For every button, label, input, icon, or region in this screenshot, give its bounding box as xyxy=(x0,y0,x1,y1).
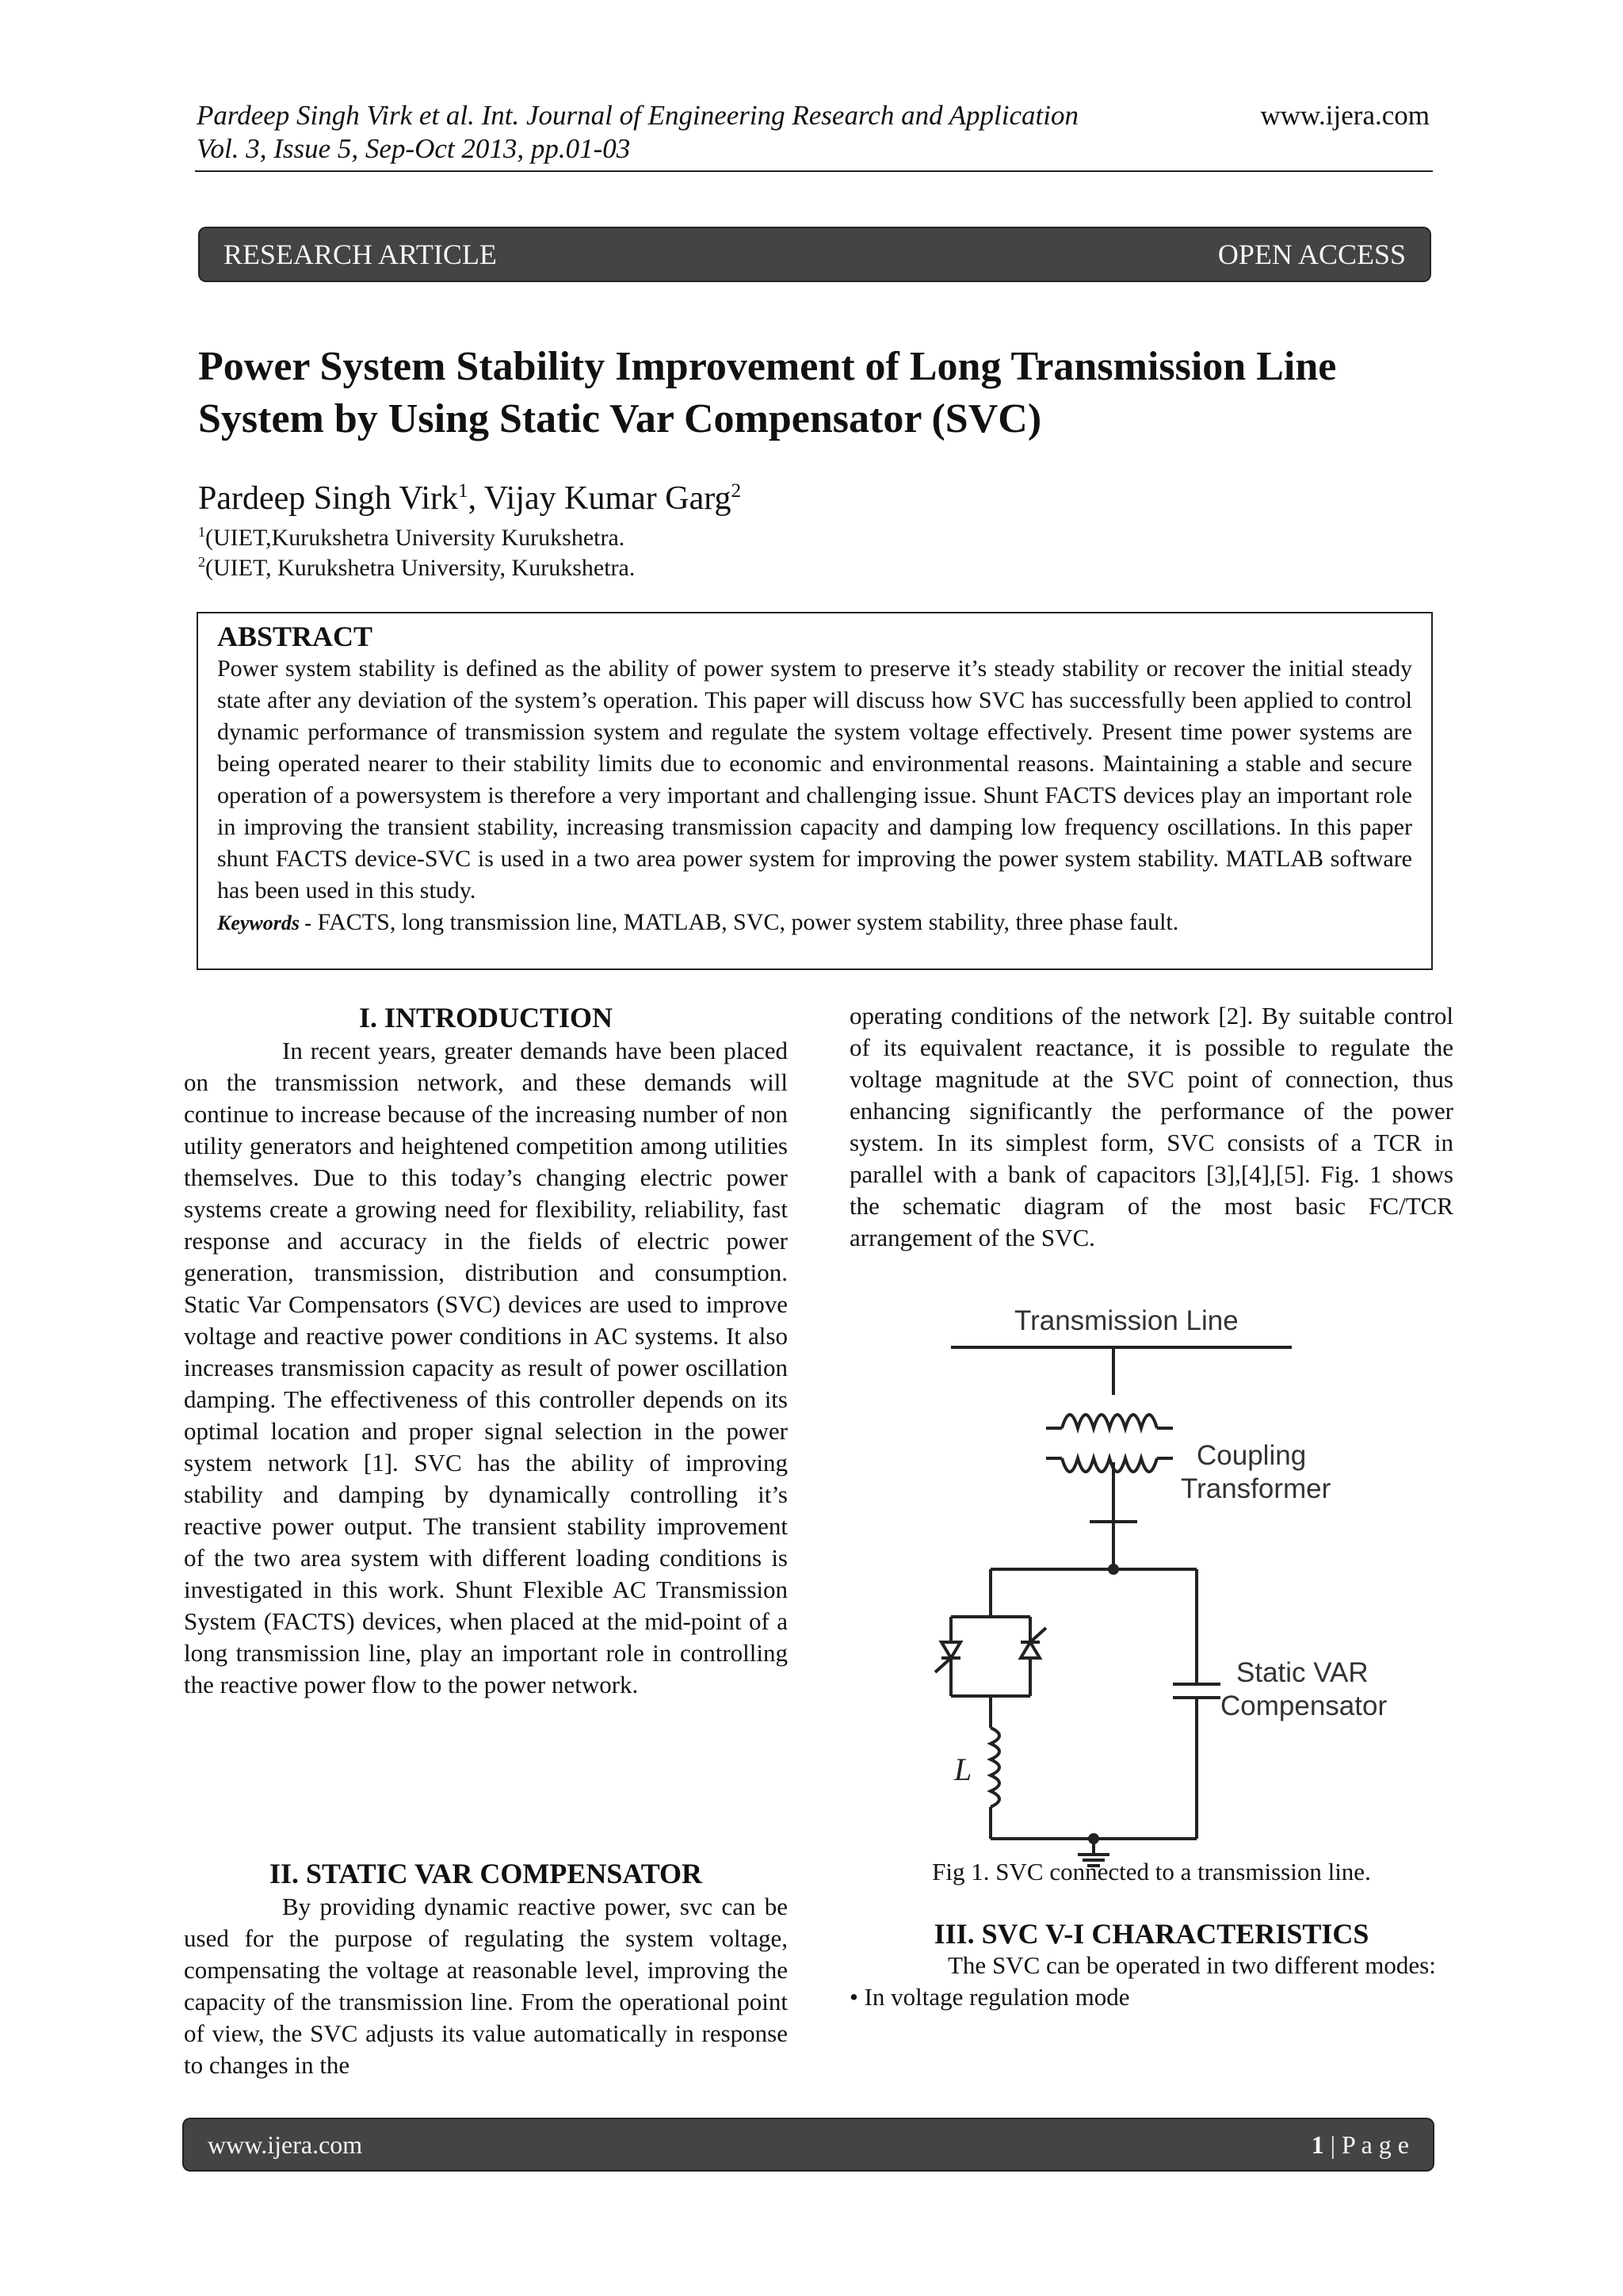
right-column-text xyxy=(850,1000,1453,1254)
vi-paragraph: The SVC can be operated in two different modes: xyxy=(948,1951,1436,1979)
page-footer xyxy=(184,2119,1433,2170)
author-2-affil-mark: 2 xyxy=(731,480,742,502)
author-2: Vijay Kumar Garg xyxy=(483,480,731,517)
page-number-value: 1 xyxy=(1311,2130,1324,2159)
affiliation-1-mark: 1 xyxy=(198,524,205,540)
transmission-line-label: Transmission Line xyxy=(1014,1305,1239,1336)
abstract-text: Power system stability is defined as the ability of power system to preserve it’s steady stability or recover the initial steady state after any deviation of the system’s operation. This paper will discuss how SVC has successfully been applied to control dynamic performance of transmission system and regulate the system voltage effectively. Present time power systems are being operated nearer to their stability limits due to economic and environmental reasons. Maintaining a stable and secure operation of a powersystem is therefore a very important and challenging issue. Shunt FACTS devices play an important role in improving the transient stability, increasing transmission capacity and damping low frequency oscillations. In this paper shunt FACTS device-SVC is used in a two area power system for improving the power system stability. MATLAB software has been used in this study. xyxy=(217,655,1412,904)
coupling-label: Coupling xyxy=(1197,1440,1307,1471)
keywords-line xyxy=(217,907,1412,939)
header-url[interactable]: www.ijera.com xyxy=(1260,100,1430,131)
thyristor-2 xyxy=(1021,1642,1040,1658)
junction-dot xyxy=(1108,1564,1119,1575)
affiliation-2 xyxy=(198,547,635,583)
article-type-banner xyxy=(200,228,1430,281)
static-var-label: Static VAR xyxy=(1236,1657,1369,1688)
footer-url[interactable]: www.ijera.com xyxy=(208,2130,363,2159)
section-2-title: II. STATIC VAR COMPENSATOR xyxy=(269,1858,703,1889)
affiliation-1-text: (UIET,Kurukshetra University Kurukshetra. xyxy=(205,525,625,551)
vi-body xyxy=(850,1950,1453,2013)
transformer-label: Transformer xyxy=(1181,1473,1331,1504)
journal-header: Pardeep Singh Virk et al. Int. Journal of Engineering Research and Application xyxy=(197,100,1079,131)
compensator-label: Compensator xyxy=(1220,1690,1388,1721)
figure-caption: Fig 1. SVC connected to a transmission line. xyxy=(932,1858,1371,1885)
author-1-affil-mark: 1 xyxy=(458,480,468,502)
svc-paragraph: By providing dynamic reactive power, svc can be used for the purpose of regulating the system voltage, compensating the voltage at reasonable level, improving the capacity of the transmission line. From the operational point of view, the SVC adjusts its value automatically in response to changes in the xyxy=(184,1893,788,2079)
open-access-label: OPEN ACCESS xyxy=(1217,239,1406,270)
thyristor-1 xyxy=(941,1642,960,1658)
keywords-text: FACTS, long transmission line, MATLAB, SVC, power system stability, three phase fault. xyxy=(311,909,1179,935)
primary-coil xyxy=(1062,1415,1157,1428)
paper-title: Power System Stability Improvement of Long Transmission Line System by Using Static Var Compensator (SVC) xyxy=(198,344,1337,441)
secondary-coil xyxy=(1062,1458,1157,1472)
affiliation-2-text: (UIET, Kurukshetra University, Kurukshetra. xyxy=(205,555,636,581)
svc-schematic-figure xyxy=(919,1300,1411,1870)
section-3-title: III. SVC V-I CHARACTERISTICS xyxy=(934,1918,1369,1950)
intro-body xyxy=(184,1035,788,1701)
reactor-inductor xyxy=(991,1728,999,1807)
page-label: | P a g e xyxy=(1323,2130,1409,2159)
svc-body xyxy=(184,1891,788,2081)
svc-continued-paragraph: operating conditions of the network [2]. By suitable control of its equivalent reactance, it is possible to regulate the voltage magnitude at the SVC point of connection, thus enhancing significantly the performance of the power system. In its simplest form, SVC consists of a TCR in parallel with a bank of capacitors [3],[4],[5]. Fig. 1 shows the schematic diagram of the most basic FC/TCR arrangement of the SVC. xyxy=(850,1002,1453,1251)
inductor-label: L xyxy=(954,1752,972,1787)
author-separator: , xyxy=(468,480,484,517)
author-list xyxy=(198,469,741,521)
keywords-label: Keywords - xyxy=(217,911,312,934)
header-rule xyxy=(195,170,1433,172)
abstract-box xyxy=(197,612,1433,970)
affiliation-2-mark: 2 xyxy=(198,554,205,570)
intro-paragraph: In recent years, greater demands have been placed on the transmission network, and these demands will continue to increase because of the increasing number of non utility generators and heightened competition among utilities themselves. Due to this today’s changing electric power systems create a growing need for flexibility, reliability, fast response and accuracy in the fields of electric power generation, transmission, distribution and consumption. Static Var Compensators (SVC) devices are used to improve voltage and reactive power conditions in AC systems. It also increases transmission capacity as result of power oscillation damping. The effectiveness of this controller depends on its optimal location and proper signal selection in the power system network [1]. SVC has the ability of improving stability and damping by dynamically controlling it’s reactive power output. The transient stability improvement of the two area system with different loading conditions is investigated in this work. Shunt Flexible AC Transmission System (FACTS) devices, when placed at the mid-point of a long transmission line, play an important role in controlling the reactive power flow to the power network. xyxy=(184,1037,788,1698)
abstract-heading: ABSTRACT xyxy=(217,621,373,652)
research-article-label: RESEARCH ARTICLE xyxy=(223,239,497,270)
section-1-title: I. INTRODUCTION xyxy=(358,1002,613,1033)
page-number xyxy=(1312,2130,1409,2160)
volume-info: Vol. 3, Issue 5, Sep-Oct 2013, pp.01-03 xyxy=(197,133,631,164)
author-1: Pardeep Singh Virk xyxy=(198,480,459,517)
vi-bullet: • In voltage regulation mode xyxy=(850,1983,1130,2011)
